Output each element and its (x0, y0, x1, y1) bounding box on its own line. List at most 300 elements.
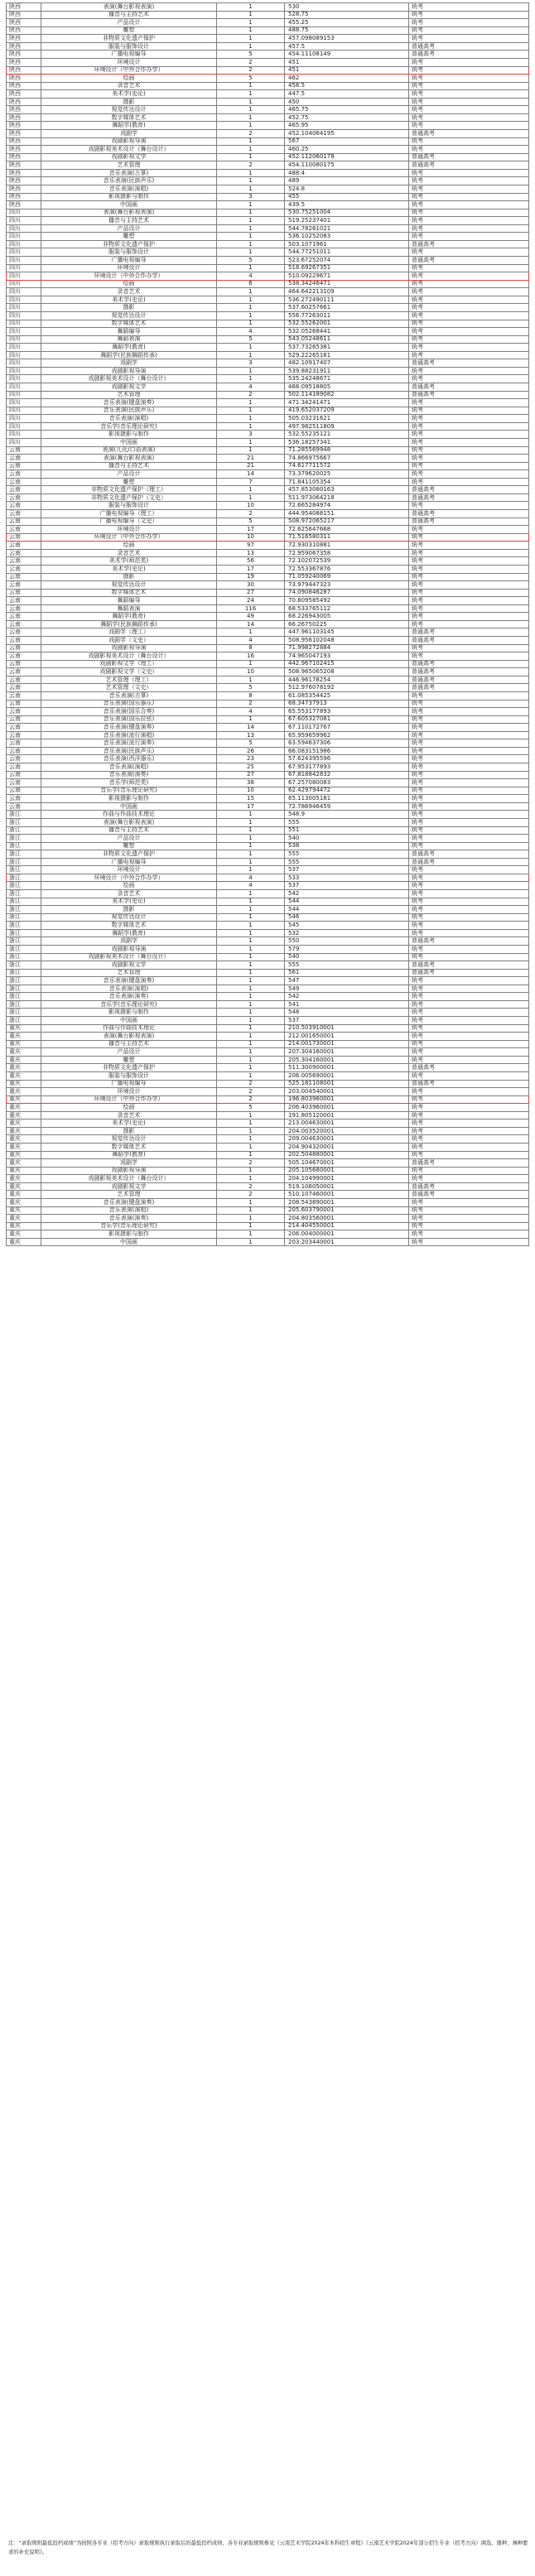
exam-type-cell: 统考 (409, 826, 529, 835)
exam-type-cell: 统考 (409, 1040, 529, 1048)
min-score-cell: 544.77251011 (285, 248, 409, 257)
plan-count-cell: 1 (217, 26, 285, 35)
min-score-cell: 67.818842832 (285, 771, 409, 779)
min-score-cell: 451 (285, 58, 409, 66)
province-cell: 云南 (7, 700, 41, 708)
plan-count-cell: 1 (217, 446, 285, 455)
major-cell: 戏剧影视美术设计（舞台设计） (41, 375, 217, 383)
major-cell: 音乐表演(民族声乐) (41, 177, 217, 185)
exam-type-cell: 统考 (409, 177, 529, 185)
province-cell: 浙江 (7, 826, 41, 835)
table-row (7, 257, 529, 265)
major-cell: 服装与服饰设计 (41, 248, 217, 257)
table-row (7, 565, 529, 573)
table-row (7, 993, 529, 1001)
table-row (7, 201, 529, 209)
table-row (7, 1135, 529, 1144)
province-cell: 云南 (7, 486, 41, 494)
exam-type-cell: 统考 (409, 1127, 529, 1135)
min-score-cell: 191.805120001 (285, 1111, 409, 1119)
plan-count-cell: 8 (217, 691, 285, 700)
major-cell: 戏剧影视文学 (41, 961, 217, 970)
exam-type-cell: 统考 (409, 137, 529, 146)
table-row (7, 1238, 529, 1246)
plan-count-cell: 1 (217, 811, 285, 819)
plan-count-cell: 10 (217, 787, 285, 795)
table-row (7, 146, 529, 154)
major-cell: 音乐表演(演唱) (41, 415, 217, 423)
exam-type-cell: 普通高考 (409, 969, 529, 977)
table-row (7, 850, 529, 859)
plan-count-cell: 1 (217, 961, 285, 970)
table-row (7, 533, 529, 542)
min-score-cell: 540 (285, 835, 409, 843)
plan-count-cell: 49 (217, 613, 285, 621)
plan-count-cell: 10 (217, 668, 285, 677)
min-score-cell: 73.379620025 (285, 470, 409, 479)
min-score-cell: 455 (285, 193, 409, 201)
major-cell: 戏剧学 (41, 130, 217, 138)
exam-type-cell: 统考 (409, 731, 529, 739)
province-cell: 浙江 (7, 945, 41, 953)
plan-count-cell: 2 (217, 58, 285, 66)
table-row (7, 906, 529, 914)
exam-type-cell: 统考 (409, 700, 529, 708)
province-cell: 云南 (7, 779, 41, 787)
exam-type-cell: 普通高考 (409, 1191, 529, 1199)
table-row (7, 747, 529, 755)
province-cell: 重庆 (7, 1064, 41, 1072)
plan-count-cell: 1 (217, 217, 285, 225)
exam-type-cell: 统考 (409, 533, 529, 542)
table-row (7, 1167, 529, 1175)
exam-type-cell: 统考 (409, 233, 529, 241)
table-row (7, 1191, 529, 1199)
province-cell: 浙江 (7, 866, 41, 874)
plan-count-cell: 1 (217, 1127, 285, 1135)
plan-count-cell: 2 (217, 161, 285, 170)
exam-type-cell: 统考 (409, 1167, 529, 1175)
exam-type-cell: 统考 (409, 446, 529, 455)
exam-type-cell: 统考 (409, 1119, 529, 1128)
table-row (7, 106, 529, 114)
plan-count-cell: 2 (217, 1088, 285, 1096)
major-cell: 戏剧影视文学（文史） (41, 668, 217, 677)
major-cell: 广播电视编导 (41, 51, 217, 59)
major-cell: 音乐表演(键盘演奏) (41, 1198, 217, 1206)
plan-count-cell: 1 (217, 1071, 285, 1080)
exam-type-cell: 统考 (409, 185, 529, 193)
min-score-cell: 455.25 (285, 19, 409, 27)
min-score-cell: 205.105680001 (285, 1167, 409, 1175)
exam-type-cell: 统考 (409, 106, 529, 114)
exam-type-cell: 统考 (409, 945, 529, 953)
major-cell: 音乐表演(国乐合奏) (41, 708, 217, 716)
min-score-cell: 525.181108001 (285, 1080, 409, 1088)
table-row (7, 652, 529, 661)
min-score-cell: 541 (285, 1000, 409, 1009)
min-score-cell: 71.841105354 (285, 478, 409, 486)
min-score-cell: 524.8 (285, 185, 409, 193)
min-score-cell: 447.961103145 (285, 628, 409, 637)
exam-type-cell: 统考 (409, 549, 529, 557)
min-score-cell: 538.34246471 (285, 280, 409, 288)
province-cell: 陕西 (7, 75, 41, 83)
major-cell: 戏剧学 (41, 937, 217, 946)
province-cell: 陕西 (7, 161, 41, 170)
plan-count-cell: 14 (217, 620, 285, 628)
exam-type-cell: 统考 (409, 438, 529, 446)
exam-type-cell: 普通高考 (409, 383, 529, 392)
major-cell: 环境设计 (41, 1088, 217, 1096)
min-score-cell: 74.090846287 (285, 589, 409, 597)
major-cell: 音乐表演(演唱) (41, 763, 217, 772)
major-cell: 影视摄影与制作 (41, 431, 217, 439)
major-cell: 环境设计 (41, 866, 217, 874)
table-row (7, 882, 529, 890)
table-row (7, 763, 529, 772)
exam-type-cell: 统考 (409, 644, 529, 652)
exam-type-cell: 统考 (409, 1206, 529, 1215)
min-score-cell: 533 (285, 874, 409, 882)
plan-count-cell: 1 (217, 850, 285, 859)
province-cell: 浙江 (7, 937, 41, 946)
province-cell: 重庆 (7, 1198, 41, 1206)
province-cell: 云南 (7, 715, 41, 724)
exam-type-cell: 统考 (409, 288, 529, 296)
min-score-cell: 205.603790001 (285, 1206, 409, 1215)
min-score-cell: 72.665284974 (285, 502, 409, 510)
min-score-cell: 72.930310881 (285, 542, 409, 550)
min-score-cell: 72.553367876 (285, 565, 409, 573)
exam-type-cell: 统考 (409, 272, 529, 281)
plan-count-cell: 1 (217, 422, 285, 431)
exam-type-cell: 统考 (409, 1033, 529, 1041)
table-row (7, 1080, 529, 1088)
plan-count-cell: 26 (217, 747, 285, 755)
table-row (7, 835, 529, 843)
major-cell: 音乐学(音乐理论研究) (41, 1222, 217, 1230)
table-row (7, 953, 529, 961)
table-row (7, 684, 529, 692)
min-score-cell: 488.75 (285, 26, 409, 35)
province-cell: 浙江 (7, 953, 41, 961)
min-score-cell: 452.104064195 (285, 130, 409, 138)
exam-type-cell: 统考 (409, 478, 529, 486)
major-cell: 音乐学(音乐理论研究) (41, 787, 217, 795)
major-cell: 美术学(史论) (41, 296, 217, 304)
plan-count-cell: 1 (217, 415, 285, 423)
plan-count-cell: 13 (217, 731, 285, 739)
min-score-cell: 532 (285, 929, 409, 937)
major-cell: 视觉传达设计 (41, 311, 217, 320)
min-score-cell: 544.78261021 (285, 224, 409, 233)
major-cell: 戏剧影视导演 (41, 137, 217, 146)
min-score-cell: 207.304160001 (285, 1048, 409, 1057)
exam-type-cell: 普通高考 (409, 510, 529, 518)
major-cell: 雕塑 (41, 478, 217, 486)
exam-type-cell: 普通高考 (409, 858, 529, 866)
table-row (7, 1119, 529, 1128)
min-score-cell: 536.18257341 (285, 438, 409, 446)
province-cell: 云南 (7, 628, 41, 637)
major-cell: 影视摄影与制作 (41, 1009, 217, 1017)
min-score-cell: 451 (285, 66, 409, 75)
exam-type-cell: 统考 (409, 691, 529, 700)
plan-count-cell: 16 (217, 652, 285, 661)
major-cell: 音乐表演(键盘演奏) (41, 724, 217, 732)
table-row (7, 296, 529, 304)
province-cell: 陕西 (7, 201, 41, 209)
table-row (7, 1127, 529, 1135)
min-score-cell: 72.786946459 (285, 802, 409, 811)
plan-count-cell: 2 (217, 391, 285, 399)
exam-type-cell: 统考 (409, 19, 529, 27)
plan-count-cell: 1 (217, 1111, 285, 1119)
province-cell: 云南 (7, 787, 41, 795)
exam-type-cell: 普通高考 (409, 257, 529, 265)
major-cell: 广播电视编导 (41, 1080, 217, 1088)
major-cell: 绘画 (41, 882, 217, 890)
table-row (7, 359, 529, 368)
province-cell: 浙江 (7, 977, 41, 985)
plan-count-cell: 4 (217, 272, 285, 281)
min-score-cell: 537 (285, 1017, 409, 1025)
exam-type-cell: 统考 (409, 802, 529, 811)
plan-count-cell: 2 (217, 700, 285, 708)
min-score-cell: 66.083151986 (285, 747, 409, 755)
province-cell: 重庆 (7, 1104, 41, 1112)
plan-count-cell: 1 (217, 1024, 285, 1033)
major-cell: 戏剧学 (41, 1159, 217, 1168)
table-row (7, 731, 529, 739)
plan-count-cell: 1 (217, 1175, 285, 1183)
table-row (7, 858, 529, 866)
plan-count-cell: 1 (217, 344, 285, 352)
plan-count-cell: 1 (217, 233, 285, 241)
plan-count-cell: 21 (217, 455, 285, 463)
min-score-cell: 452.112060178 (285, 153, 409, 161)
province-cell: 四川 (7, 240, 41, 248)
min-score-cell: 511.300900001 (285, 1064, 409, 1072)
major-cell: 艺术管理（文史） (41, 684, 217, 692)
major-cell: 绘画 (41, 280, 217, 288)
major-cell: 音乐表演(演奏) (41, 993, 217, 1001)
province-cell: 云南 (7, 589, 41, 597)
exam-type-cell: 统考 (409, 922, 529, 930)
major-cell: 数字媒体艺术 (41, 589, 217, 597)
province-cell: 陕西 (7, 3, 41, 12)
plan-count-cell: 1 (217, 1215, 285, 1223)
min-score-cell: 62.429794472 (285, 787, 409, 795)
major-cell: 播音与主持艺术 (41, 217, 217, 225)
plan-count-cell: 1 (217, 169, 285, 177)
major-cell: 非物质文化遗产保护 (41, 240, 217, 248)
major-cell: 绘画 (41, 75, 217, 83)
table-row (7, 137, 529, 146)
province-cell: 四川 (7, 335, 41, 344)
table-row (7, 890, 529, 898)
major-cell: 产品设计 (41, 1048, 217, 1057)
exam-type-cell: 统考 (409, 1215, 529, 1223)
exam-type-cell: 统考 (409, 708, 529, 716)
major-cell: 戏剧学（理工） (41, 628, 217, 637)
min-score-cell: 454.110080175 (285, 161, 409, 170)
exam-type-cell: 统考 (409, 82, 529, 90)
major-cell: 音乐表演(键盘演奏) (41, 977, 217, 985)
table-row (7, 724, 529, 732)
exam-type-cell: 统考 (409, 874, 529, 882)
table-row (7, 1033, 529, 1041)
table-row (7, 42, 529, 51)
exam-type-cell: 普通高考 (409, 1159, 529, 1168)
table-row (7, 130, 529, 138)
footnote: 注：“录取规则最低投档成绩”为按照各专业（招考方向）录取规则执行录取后的最低投档成绩，各专业录取规则参见《云南艺术学院2024年本科招生章程》《云南艺术学院2024年部分招生专业（招考方向）调选、器种、舞种要求的补充说明》。 (8, 2540, 528, 2555)
exam-type-cell: 统考 (409, 542, 529, 550)
major-cell: 音乐学(音乐理论研究) (41, 1000, 217, 1009)
major-cell: 舞蹈表演 (41, 335, 217, 344)
major-cell: 音乐表演(演唱) (41, 985, 217, 993)
province-cell: 浙江 (7, 898, 41, 906)
min-score-cell: 519.25237401 (285, 217, 409, 225)
min-score-cell: 205.304160001 (285, 1056, 409, 1064)
plan-count-cell: 17 (217, 565, 285, 573)
min-score-cell: 210.503910001 (285, 1024, 409, 1033)
province-cell: 重庆 (7, 1056, 41, 1064)
major-cell: 摄影 (41, 573, 217, 581)
min-score-cell: 537.73265381 (285, 344, 409, 352)
exam-type-cell: 统考 (409, 367, 529, 375)
min-score-cell: 510.107460001 (285, 1191, 409, 1199)
major-cell: 音乐学(师范类) (41, 779, 217, 787)
plan-count-cell: 1 (217, 969, 285, 977)
province-cell: 云南 (7, 557, 41, 566)
min-score-cell: 457.853080163 (285, 486, 409, 494)
major-cell: 美术学(史论) (41, 1119, 217, 1128)
table-row (7, 193, 529, 201)
exam-type-cell: 统考 (409, 763, 529, 772)
min-score-cell: 538 (285, 842, 409, 850)
major-cell: 摄影 (41, 1127, 217, 1135)
exam-type-cell: 统考 (409, 1095, 529, 1104)
plan-count-cell: 1 (217, 1206, 285, 1215)
major-cell: 视觉传达设计 (41, 1135, 217, 1144)
min-score-cell: 439.5 (285, 201, 409, 209)
major-cell: 作曲与作曲技术理论 (41, 811, 217, 819)
province-cell: 陕西 (7, 146, 41, 154)
plan-count-cell: 1 (217, 296, 285, 304)
province-cell: 云南 (7, 676, 41, 684)
plan-count-cell: 2 (217, 1191, 285, 1199)
exam-type-cell: 统考 (409, 890, 529, 898)
major-cell: 环境设计（中外合作办学） (41, 533, 217, 542)
province-cell: 云南 (7, 446, 41, 455)
table-row (7, 438, 529, 446)
province-cell: 陕西 (7, 11, 41, 19)
exam-type-cell: 统考 (409, 98, 529, 106)
plan-count-cell: 1 (217, 1000, 285, 1009)
table-row (7, 351, 529, 359)
exam-type-cell: 普通高考 (409, 161, 529, 170)
province-cell: 浙江 (7, 842, 41, 850)
province-cell: 云南 (7, 691, 41, 700)
major-cell: 舞蹈学(教育) (41, 344, 217, 352)
province-cell: 浙江 (7, 906, 41, 914)
exam-type-cell: 统考 (409, 264, 529, 272)
plan-count-cell: 1 (217, 113, 285, 122)
major-cell: 服装与服饰设计 (41, 502, 217, 510)
province-cell: 浙江 (7, 874, 41, 882)
exam-type-cell: 统考 (409, 1135, 529, 1144)
province-cell: 云南 (7, 755, 41, 763)
exam-type-cell: 统考 (409, 811, 529, 819)
exam-type-cell: 统考 (409, 977, 529, 985)
table-row (7, 66, 529, 75)
min-score-cell: 204.803560001 (285, 1215, 409, 1223)
exam-type-cell: 统考 (409, 1151, 529, 1159)
table-row (7, 691, 529, 700)
province-cell: 云南 (7, 802, 41, 811)
exam-type-cell: 普通高考 (409, 937, 529, 946)
plan-count-cell: 4 (217, 383, 285, 392)
table-row (7, 399, 529, 407)
min-score-cell: 68.226943005 (285, 613, 409, 621)
province-cell: 云南 (7, 637, 41, 645)
table-row (7, 842, 529, 850)
exam-type-cell: 统考 (409, 526, 529, 534)
exam-type-cell: 统考 (409, 335, 529, 344)
min-score-cell: 209.004630001 (285, 1135, 409, 1144)
exam-type-cell: 统考 (409, 375, 529, 383)
province-cell: 浙江 (7, 1000, 41, 1009)
table-row (7, 217, 529, 225)
table-row (7, 945, 529, 953)
table-body (7, 3, 529, 1246)
min-score-cell: 547 (285, 977, 409, 985)
province-cell: 四川 (7, 407, 41, 415)
plan-count-cell: 5 (217, 518, 285, 526)
min-score-cell: 550 (285, 937, 409, 946)
province-cell: 浙江 (7, 811, 41, 819)
province-cell: 云南 (7, 455, 41, 463)
province-cell: 四川 (7, 209, 41, 217)
major-cell: 音乐表演(民族声乐) (41, 747, 217, 755)
min-score-cell: 555 (285, 818, 409, 826)
province-cell: 浙江 (7, 818, 41, 826)
plan-count-cell: 1 (217, 842, 285, 850)
exam-type-cell: 统考 (409, 993, 529, 1001)
exam-type-cell: 统考 (409, 1088, 529, 1096)
exam-type-cell: 统考 (409, 589, 529, 597)
table-row (7, 122, 529, 130)
major-cell: 表演(舞台影视表演) (41, 455, 217, 463)
table-row (7, 153, 529, 161)
min-score-cell: 537 (285, 866, 409, 874)
major-cell: 音乐表演(键盘演奏) (41, 399, 217, 407)
exam-type-cell: 统考 (409, 344, 529, 352)
table-row (7, 818, 529, 826)
province-cell: 重庆 (7, 1127, 41, 1135)
major-cell: 戏剧影视美术设计（舞台设计） (41, 652, 217, 661)
table-row (7, 1159, 529, 1168)
major-cell: 舞蹈学(教育) (41, 929, 217, 937)
min-score-cell: 196.803960001 (285, 1095, 409, 1104)
province-cell: 浙江 (7, 858, 41, 866)
table-row (7, 431, 529, 439)
table-row (7, 1215, 529, 1223)
table-row (7, 779, 529, 787)
min-score-cell: 460.25 (285, 146, 409, 154)
